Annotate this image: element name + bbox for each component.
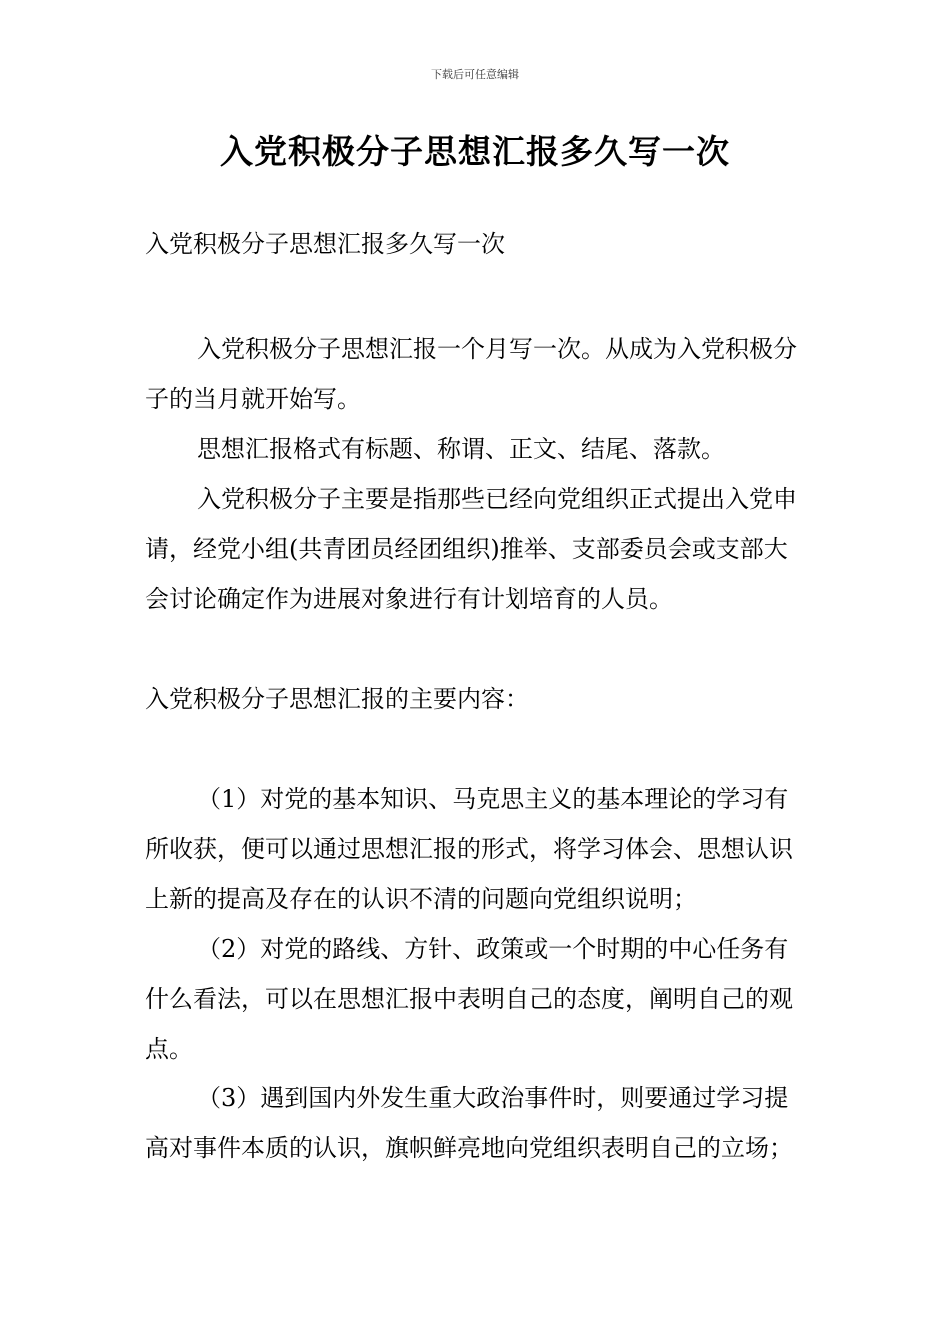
list-item-3: （3）遇到国内外发生重大政治事件时，则要通过学习提高对事件本质的认识，旗帜鲜亮地向党组织表明自己的立场；	[145, 1084, 793, 1162]
paragraph-3: 入党积极分子主要是指那些已经向党组织正式提出入党申请，经党小组(共青团员经团组织)推举、支部委员会或支部大会讨论确定作为进展对象进行有计划培育的人员。	[145, 485, 797, 613]
paragraph-2: 思想汇报格式有标题、称谓、正文、结尾、落款。	[197, 435, 725, 463]
header-note: 下载后可任意编辑	[431, 68, 519, 81]
document-subtitle: 入党积极分子思想汇报多久写一次	[145, 230, 505, 258]
page-title: 入党积极分子思想汇报多久写一次	[220, 132, 730, 171]
section-heading: 入党积极分子思想汇报的主要内容：	[145, 685, 529, 713]
list-item-1: （1）对党的基本知识、马克思主义的基本理论的学习有所收获，便可以通过思想汇报的形式，将学习体会、思想认识上新的提高及存在的认识不清的问题向党组织说明；	[145, 785, 793, 913]
list-item-2: （2）对党的路线、方针、政策或一个时期的中心任务有什么看法，可以在思想汇报中表明自己的态度，阐明自己的观点。	[145, 935, 793, 1063]
paragraph-1: 入党积极分子思想汇报一个月写一次。从成为入党积极分子的当月就开始写。	[145, 335, 797, 413]
